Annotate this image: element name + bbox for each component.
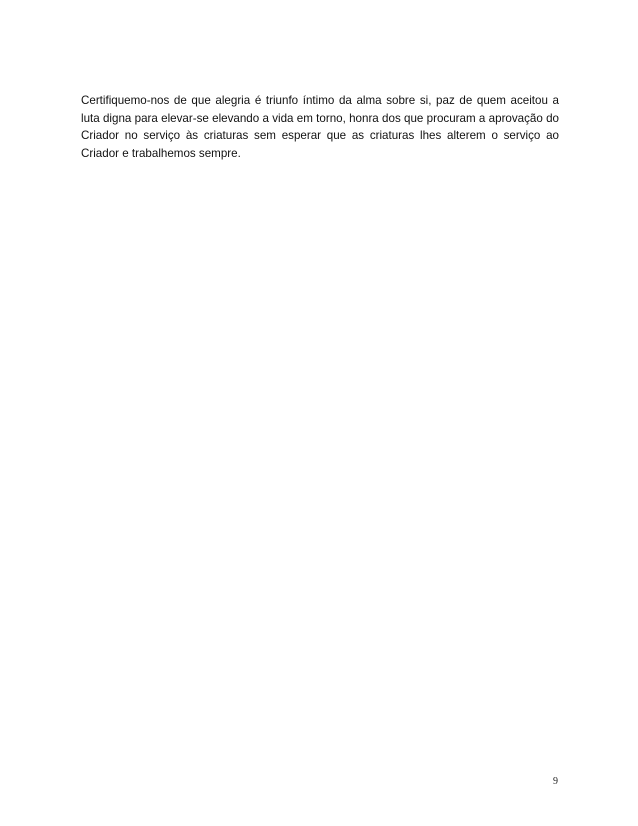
body-paragraph: Certifiquemo-nos de que alegria é triunfo íntimo da alma sobre si, paz de quem aceitou a luta digna para elevar-se elevando a vida em torno, honra dos que procuram a aprovação do Criador no serviço às criaturas sem esperar que as criaturas lhes alterem o serviço ao Criador e trabalhemos sempre. (81, 94, 559, 160)
page-number: 9 (553, 776, 558, 787)
